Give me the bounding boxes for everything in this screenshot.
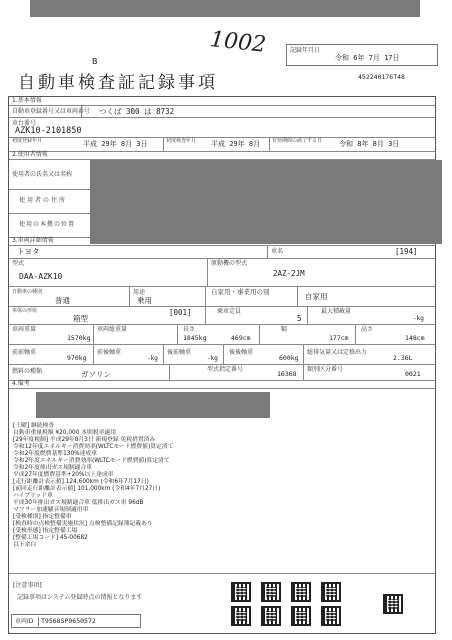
section3-heading: 3.車両詳細情報 [12, 237, 54, 244]
kind-value: 普通 [55, 296, 70, 305]
front-rear-axle-label: 前後軸重 [97, 349, 122, 356]
first-reg-label: 初度登録年月 [12, 138, 43, 144]
note-line: 令和12年度エネルギー消費効率(WLTCモード燃費値)算定済て [13, 444, 174, 450]
purpose-value: 自家用 [305, 292, 328, 301]
fuel-row [9, 364, 435, 381]
height-value: 148cm [405, 334, 425, 342]
weight-row [9, 324, 435, 345]
note-line: [前回走行距離計表示値] 101,000km (令和4年7月27日) [13, 486, 161, 492]
redacted-header-bar [30, 0, 420, 17]
width-value: 177cm [329, 334, 349, 342]
use-value: 乗用 [137, 296, 152, 305]
max-load-value: -kg [413, 315, 424, 322]
note-line: ハイブリッド車 [13, 493, 53, 499]
qr-code-icon [261, 606, 281, 626]
note-line: 平成27年度燃費基準+20%以上達成車 [13, 472, 114, 478]
height-label: 高さ [361, 326, 374, 333]
weight-value: 1570kg [67, 334, 91, 342]
model-label: 型式 [12, 260, 25, 267]
purpose-label: 自家用・事業用の別 [211, 288, 270, 296]
owner-address-label: 使用者の住所 [19, 197, 68, 204]
note-line: [受検種別] 指定整備車 [13, 514, 72, 520]
notice-heading: [注意事項] [13, 582, 42, 589]
note-line: [29年度税制] 平成29年8月3日 新規登録 免税措置済み [13, 437, 156, 443]
maker-label: 車名 [271, 248, 284, 255]
capacity-value: 5 [297, 314, 302, 323]
note-line: [受検形態] 指定整備工場 [13, 528, 78, 534]
qr-code-icon [291, 606, 311, 626]
length-label: 長さ [183, 326, 196, 333]
chassis-label: 車台番号 [12, 120, 37, 127]
capacity-label: 乗車定員 [217, 308, 242, 315]
displacement-value: 2.36L [393, 354, 413, 362]
length-value: 469cm [231, 334, 251, 342]
redacted-owner-info [90, 160, 442, 244]
note-line: 令和2年度燃費基準130%達成車 [13, 451, 98, 457]
first-insp-label: 初度検査年月 [166, 138, 197, 144]
weight-label: 車両重量 [12, 326, 37, 333]
notes-block [9, 423, 309, 563]
use-label: 用途 [133, 289, 146, 296]
front-axle-label: 前前軸重 [12, 349, 37, 356]
issue-date-label: 記録年月日 [290, 47, 321, 54]
qr-code-icon [291, 582, 311, 602]
width-label: 幅 [281, 326, 288, 333]
gross-label: 車両総重量 [97, 326, 128, 333]
qr-code-icon [231, 606, 251, 626]
chassis-value: AZK10-2101850 [15, 126, 82, 136]
note-line: マフラー加速騒音規制適用車 [13, 507, 89, 513]
doc-number: 452240176T48 [358, 73, 405, 81]
maker-value: トヨタ [17, 247, 40, 256]
rear-front-axle-value: -kg [207, 355, 218, 362]
handwritten-number: 1002 [208, 27, 268, 58]
qr-code-icon [383, 594, 403, 614]
expiry-value: 令和 8年 8月 3日 [339, 140, 400, 148]
note-line: [土曜] 継続検査 [13, 423, 55, 429]
fuel-value: ガソリン [81, 370, 111, 379]
note-line: 以下余白 [13, 542, 37, 548]
vehicle-id-box [11, 614, 141, 628]
note-line: [走行距離計表示値] 124,600km (令和6年7月17日) [13, 479, 149, 485]
max-load-label: 最大積載量 [321, 308, 352, 315]
engine-value: 2AZ-2JM [273, 269, 305, 278]
note-line: 平成30年排出ガス規制適合車 低排出ガス車 96dB [13, 500, 144, 506]
document-title: 自動車検査証記録事項 [18, 73, 218, 93]
issue-date-box [286, 44, 438, 66]
redacted-notes-header [36, 392, 270, 418]
displacement-label: 総排気量又は定格出力 [307, 349, 368, 356]
qr-code-icon [231, 582, 251, 602]
dates-row [9, 137, 435, 152]
note-line: 令和2年度排出ガス規制適合車 [13, 465, 93, 471]
body-code: [001] [169, 308, 192, 317]
vehicle-id-label: 車両ID [15, 618, 34, 625]
model-value: DAA-AZK10 [19, 272, 63, 281]
section1-heading: 1.基本情報 [12, 97, 42, 104]
section4-heading-row [9, 380, 435, 389]
maker-code: [194] [395, 247, 418, 256]
note-line: [整備工場コード] 45-00682 [13, 535, 88, 541]
vehicle-id-value: T9568SP9650572 [38, 617, 96, 626]
front-axle-value: 970kg [67, 354, 87, 362]
body-label: 車体の形状 [12, 308, 38, 314]
engine-label: 原動機の型式 [211, 260, 248, 267]
issue-date-value: 令和 6年 7月 17日 [335, 54, 400, 62]
rear-front-axle-label: 後前軸重 [167, 349, 192, 356]
maker-row [9, 245, 435, 259]
type-cert-value: 16368 [277, 370, 297, 378]
first-insp-value: 平成 29年 8月 [211, 140, 261, 148]
section4-heading: 4.備考 [12, 380, 30, 387]
chassis-row [9, 117, 435, 138]
front-rear-axle-value: -kg [147, 355, 158, 362]
category-value: 0021 [405, 370, 421, 378]
owner-name-label: 使用者の氏名又は名称 [12, 171, 73, 178]
note-line: 令和2年度エネルギー消費効率(WLTCモード燃費値)算定済て [13, 458, 170, 464]
qr-code-icon [321, 606, 341, 626]
qr-code-icon [261, 582, 281, 602]
rear-axle-label: 後後軸重 [229, 349, 254, 356]
reg-value: つくば 300 は 8732 [99, 107, 175, 116]
qr-code-icon [321, 582, 341, 602]
note-line: 自動車重量税額 ¥20,000 本則税率適用 [13, 430, 117, 436]
expiry-label: 有効期間の満了する日 [272, 138, 323, 144]
body-row [9, 306, 435, 325]
kind-row [9, 286, 435, 307]
section2-heading: 2.使用者情報 [12, 151, 48, 158]
gross-value: 1845kg [183, 334, 207, 342]
rear-axle-value: 600kg [279, 354, 299, 362]
first-reg-value: 平成 29年 8月 3日 [83, 140, 148, 148]
axle-row [9, 344, 435, 365]
kind-label: 自動車の種別 [12, 289, 43, 295]
category-label: 類別区分番号 [307, 366, 344, 373]
body-value: 箱型 [73, 314, 88, 323]
notice-area [9, 573, 435, 634]
letter-b: B [92, 57, 98, 66]
notice-text: 記録事項はシステム登録時点の情報となります [17, 594, 143, 601]
model-row [9, 258, 435, 287]
fuel-label: 燃料の種類 [12, 368, 43, 375]
note-line: [検査時の点検整備実施状況] 点検整備記録簿記載あり [13, 521, 153, 527]
base-location-label: 使用の本拠の位置 [19, 221, 76, 228]
reg-label: 自動車登録番号又は車両番号 [12, 108, 91, 115]
type-cert-label: 型式指定番号 [207, 366, 244, 373]
